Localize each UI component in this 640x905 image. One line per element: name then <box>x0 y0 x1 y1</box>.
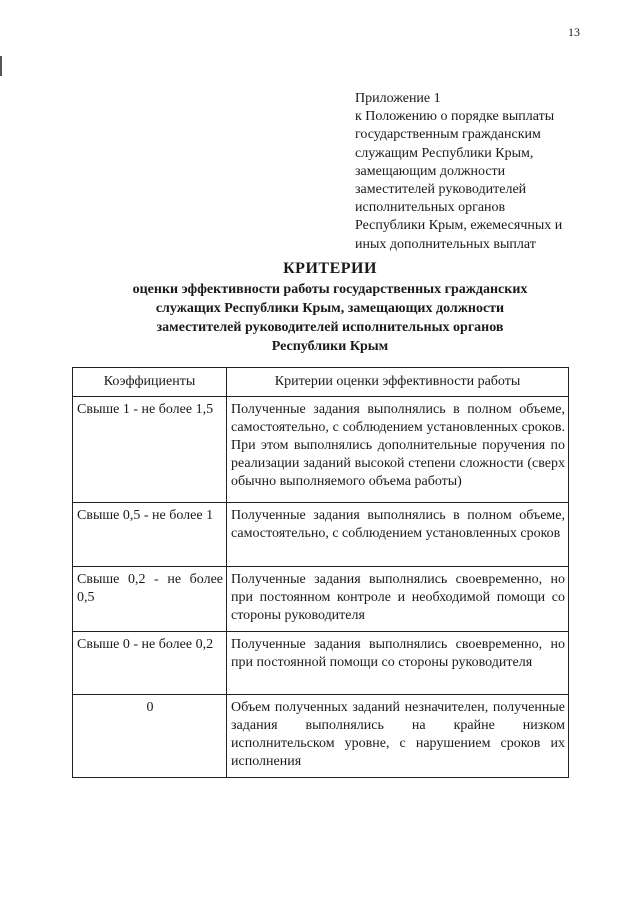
table-row <box>73 503 569 567</box>
table-row <box>73 567 569 632</box>
appendix-line: заместителей руководителей <box>355 182 527 198</box>
coefficient-cell: Свыше 0 - не более 0,2 <box>73 632 227 695</box>
document-heading <box>60 258 600 356</box>
appendix-line: Приложение 1 <box>355 91 441 106</box>
appendix-line: исполнительных органов <box>355 200 506 216</box>
document-subtitle <box>60 280 600 356</box>
subtitle-line: заместителей руководителей исполнительных органов <box>156 320 504 335</box>
appendix-line: к Положению о порядке выплаты <box>355 109 555 125</box>
table-row <box>73 632 569 695</box>
coefficient-cell: Свыше 0,2 - не более 0,5 <box>73 567 227 632</box>
header-coefficients: Коэффициенты <box>73 368 227 397</box>
subtitle-line: оценки эффективности работы государственных гражданских <box>132 282 528 297</box>
coefficient-cell: Свыше 1 - не более 1,5 <box>73 397 227 503</box>
appendix-line: замещающим должности <box>355 163 506 179</box>
criteria-table <box>72 367 569 778</box>
criteria-cell: Полученные задания выполнялись в полном объеме, самостоятельно, с соблюдением установленных сроков <box>227 503 569 567</box>
appendix-note <box>355 90 595 254</box>
document-title: КРИТЕРИИ <box>283 260 377 277</box>
table-row <box>73 397 569 503</box>
scan-edge-mark <box>0 56 2 76</box>
appendix-line: иных дополнительных выплат <box>355 236 536 252</box>
appendix-line: служащим Республики Крым, <box>355 145 534 161</box>
subtitle-line: служащих Республики Крым, замещающих должности <box>155 301 505 316</box>
criteria-cell: Полученные задания выполнялись в полном объеме, самостоятельно, с соблюдением установленных сроков. При этом выполнялись дополнительные поручения по реализации заданий высокой степени сложности (сверх обычно выполняемого объема работы) <box>227 397 569 503</box>
header-criteria: Критерии оценки эффективности работы <box>227 368 569 397</box>
coefficient-cell: Свыше 0,5 - не более 1 <box>73 503 227 567</box>
subtitle-line: Республики Крым <box>271 339 389 354</box>
criteria-cell: Объем полученных заданий незначителен, полученные задания выполнялись на крайне низком исполнительском уровне, с нарушением сроков их исполнения <box>227 695 569 778</box>
appendix-line: Республики Крым, ежемесячных и <box>355 218 563 234</box>
page-number: 13 <box>568 25 580 39</box>
criteria-cell: Полученные задания выполнялись своевременно, но при постоянном контроле и необходимой помощи со стороны руководителя <box>227 567 569 632</box>
coefficient-cell: 0 <box>73 695 227 778</box>
table-header-row <box>73 368 569 397</box>
criteria-cell: Полученные задания выполнялись своевременно, но при постоянной помощи со стороны руководителя <box>227 632 569 695</box>
table-row <box>73 695 569 778</box>
appendix-line: государственным гражданским <box>355 127 541 143</box>
